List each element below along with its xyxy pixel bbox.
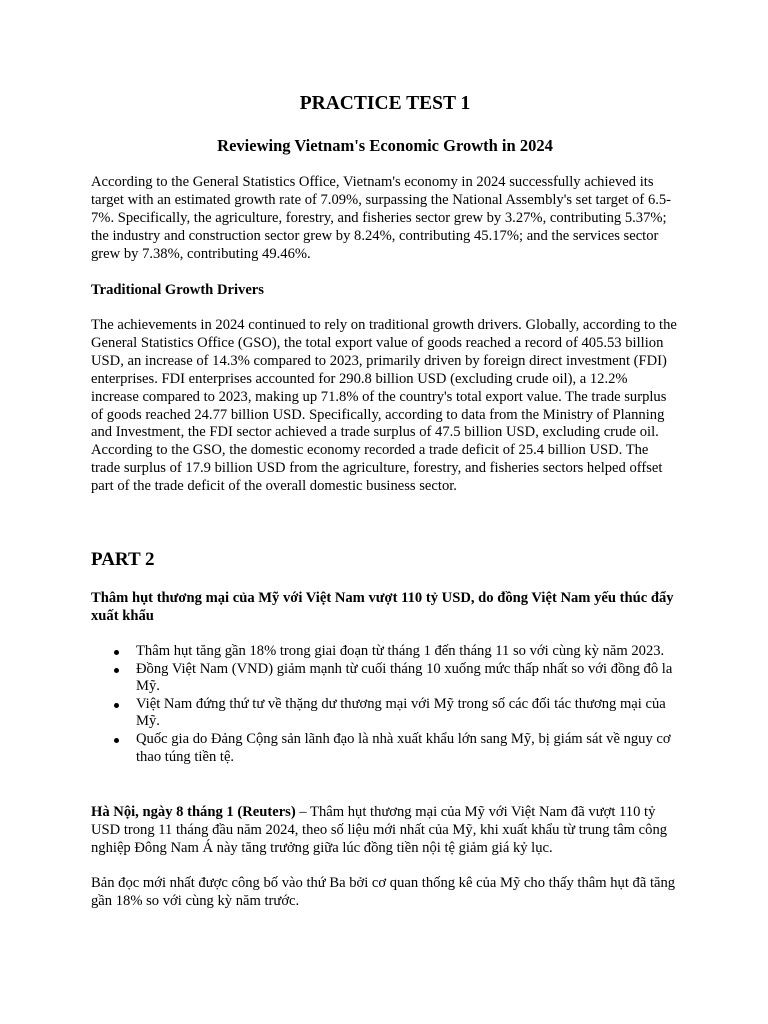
bullet-icon xyxy=(114,703,119,708)
part-label: PART 2 xyxy=(91,549,155,570)
list-item: Thâm hụt tăng gần 18% trong giai đoạn từ tháng 1 đến tháng 11 so với cùng kỳ năm 2023. xyxy=(91,643,679,661)
list-item: Quốc gia do Đảng Cộng sản lãnh đạo là nhà xuất khẩu lớn sang Mỹ, bị giám sát về nguy cơ thao túng tiền tệ. xyxy=(91,731,679,766)
list-item: Đồng Việt Nam (VND) giảm mạnh từ cuối tháng 10 xuống mức thấp nhất so với đồng đô la Mỹ. xyxy=(91,661,679,696)
intro-paragraph: According to the General Statistics Office, Vietnam's economy in 2024 successfully achieved its target with an estimated growth rate of 7.09%, surpassing the National Assembly's set target of 6.5-7%. Specifically, the agriculture, forestry, and fisheries sector grew by 3.27%, contributing 5.37%; the industry and construction sector grew by 8.24%, contributing 45.17%; and the services sector grew by 7.38%, contributing 49.46%. xyxy=(91,174,672,262)
dateline-body: – Thâm hụt thương mại của Mỹ với Việt Nam đã vượt 110 tỷ USD trong 11 tháng đầu năm 2024, theo số liệu mới nhất của Mỹ, khi xuất khẩu từ trung tâm công nghiệp Đông Nam Á này tăng trưởng giữa lúc đồng tiền nội tệ giảm giá kỷ lục. xyxy=(91,804,668,856)
bullet-icon xyxy=(114,668,119,673)
bullet-icon xyxy=(114,738,119,743)
section-heading: Traditional Growth Drivers xyxy=(91,282,264,298)
closing-paragraph: Bản đọc mới nhất được công bố vào thứ Ba bởi cơ quan thống kê của Mỹ cho thấy thâm hụt đã tăng gần 18% so với cùng kỳ năm trước. xyxy=(91,875,676,909)
page-subtitle: Reviewing Vietnam's Economic Growth in 2024 xyxy=(217,136,553,155)
part2-headline: Thâm hụt thương mại của Mỹ với Việt Nam vượt 110 tỷ USD, do đồng Việt Nam yếu thúc đẩy xuất khẩu xyxy=(91,590,674,624)
page-title: PRACTICE TEST 1 xyxy=(299,93,471,114)
dateline-paragraph xyxy=(91,804,679,858)
list-item: Việt Nam đứng thứ tư về thặng dư thương mại với Mỹ trong số các đối tác thương mại của Mỹ. xyxy=(91,696,679,731)
dateline: Hà Nội, ngày 8 tháng 1 (Reuters) xyxy=(91,804,296,820)
bullet-list xyxy=(91,643,679,766)
bullet-icon xyxy=(114,650,119,655)
section-body: The achievements in 2024 continued to rely on traditional growth drivers. Globally, according to the General Statistics Office (GSO), the total export value of goods reached a record of 405.53 billion USD, an increase of 14.3% compared to 2023, primarily driven by foreign direct investment (FDI) enterprises. FDI enterprises accounted for 290.8 billion USD (excluding crude oil), a 12.2% increase compared to 2023, making up 71.8% of the country's total export value. The trade surplus of goods reached 24.77 billion USD. Specifically, according to data from the Ministry of Planning and Investment, the FDI sector achieved a trade surplus of 47.5 billion USD, excluding crude oil. According to the GSO, the domestic economy recorded a trade deficit of 25.4 billion USD. The trade surplus of 17.9 billion USD from the agriculture, forestry, and fisheries sectors helped offset part of the trade deficit of the overall domestic business sector. xyxy=(91,317,677,495)
